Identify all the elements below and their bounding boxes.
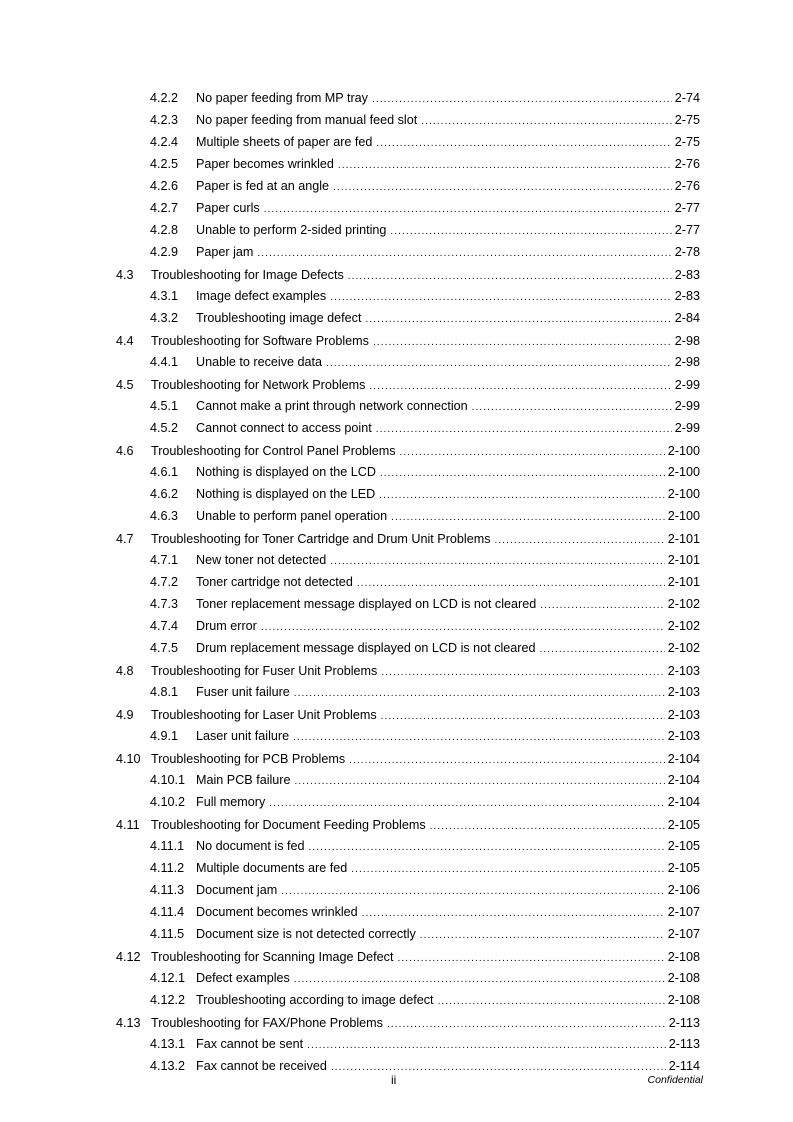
toc-section-entry[interactable] (116, 814, 700, 836)
toc-dot-leader (349, 750, 665, 772)
toc-entry-title: Fax cannot be received (196, 1059, 327, 1073)
toc-subsection-entry[interactable] (150, 990, 700, 1012)
toc-entry-title: Full memory (196, 795, 266, 809)
toc-entry-page: 2-100 (667, 509, 700, 523)
toc-section-entry[interactable] (116, 660, 700, 682)
toc-entry-number: 4.5.2 (150, 421, 179, 435)
toc-dot-leader (269, 794, 665, 814)
toc-section-entry[interactable] (116, 440, 700, 462)
toc-entry-page: 2-99 (674, 421, 700, 435)
toc-entry-number: 4.11.1 (150, 839, 185, 853)
toc-entry-title: Cannot connect to access point (196, 421, 372, 435)
toc-entry-page: 2-114 (668, 1059, 700, 1073)
toc-dot-leader (400, 442, 665, 464)
toc-subsection-entry[interactable] (150, 506, 700, 528)
toc-dot-leader (348, 266, 672, 288)
toc-entry-number: 4.13.1 (150, 1037, 186, 1051)
toc-entry-number: 4.9 (116, 708, 134, 722)
toc-subsection-entry[interactable] (150, 132, 700, 154)
toc-subsection-entry[interactable] (150, 1034, 700, 1056)
toc-entry-number: 4.13.2 (150, 1059, 186, 1073)
toc-entry-number: 4.4 (116, 334, 134, 348)
toc-entry-title: Troubleshooting for Document Feeding Problems (151, 818, 426, 832)
toc-section-entry[interactable] (116, 374, 700, 396)
toc-subsection-entry[interactable] (150, 462, 700, 484)
toc-entry-title: Laser unit failure (196, 729, 290, 743)
toc-entry-page: 2-107 (667, 927, 700, 941)
toc-entry-page: 2-98 (674, 334, 700, 348)
toc-entry-number: 4.11.4 (150, 905, 185, 919)
toc-dot-leader (373, 332, 672, 354)
toc-entry-number: 4.6.2 (150, 487, 179, 501)
toc-entry-number: 4.7.2 (150, 575, 179, 589)
toc-entry-page: 2-101 (667, 575, 700, 589)
toc-entry-page: 2-103 (667, 729, 700, 743)
toc-dot-leader (257, 244, 671, 264)
toc-entry-title: Troubleshooting for Network Problems (151, 378, 366, 392)
toc-subsection-entry[interactable] (150, 220, 700, 242)
toc-entry-page: 2-104 (667, 795, 700, 809)
toc-entry-page: 2-103 (667, 685, 700, 699)
toc-dot-leader (376, 134, 671, 154)
toc-entry-page: 2-104 (667, 752, 700, 766)
toc-entry-title: Troubleshooting for Control Panel Problems (151, 444, 396, 458)
toc-dot-leader (294, 684, 665, 704)
toc-entry-page: 2-103 (667, 664, 700, 678)
toc-entry-title: Troubleshooting for Laser Unit Problems (151, 708, 377, 722)
toc-entry-number: 4.7.5 (150, 641, 179, 655)
toc-subsection-entry[interactable] (150, 880, 700, 902)
toc-entry-title: Fuser unit failure (196, 685, 290, 699)
toc-dot-leader (357, 574, 665, 594)
toc-entry-title: Paper is fed at an angle (196, 179, 330, 193)
toc-entry-page: 2-74 (674, 91, 700, 105)
toc-entry-number: 4.2.9 (150, 245, 179, 259)
toc-entry-title: Document size is not detected correctly (196, 927, 416, 941)
toc-dot-leader (540, 596, 665, 616)
toc-entry-title: Troubleshooting for PCB Problems (151, 752, 346, 766)
toc-entry-title: Document becomes wrinkled (196, 905, 358, 919)
toc-entry-number: 4.8 (116, 664, 134, 678)
toc-subsection-entry[interactable] (150, 396, 700, 418)
toc-subsection-entry[interactable] (150, 1056, 700, 1078)
toc-entry-title: Multiple documents are fed (196, 861, 348, 875)
toc-entry-title: Troubleshooting image defect (196, 311, 362, 325)
toc-entry-number: 4.4.1 (150, 355, 179, 369)
toc-entry-page: 2-77 (674, 223, 700, 237)
toc-section-entry[interactable] (116, 1012, 700, 1034)
toc-subsection-entry[interactable] (150, 770, 700, 792)
toc-subsection-entry[interactable] (150, 418, 700, 440)
toc-entry-number: 4.5 (116, 378, 134, 392)
toc-entry-title: Nothing is displayed on the LCD (196, 465, 376, 479)
toc-dot-leader (369, 376, 671, 398)
toc-entry-title: Troubleshooting for Image Defects (151, 268, 344, 282)
toc-entry-number: 4.2.7 (150, 201, 179, 215)
toc-entry-title: Unable to perform 2-sided printing (196, 223, 387, 237)
toc-entry-page: 2-113 (668, 1016, 700, 1030)
toc-entry-number: 4.2.3 (150, 113, 179, 127)
toc-subsection-entry[interactable] (150, 616, 700, 638)
toc-subsection-entry[interactable] (150, 550, 700, 572)
table-of-contents (0, 88, 793, 1078)
toc-entry-number: 4.7.4 (150, 619, 179, 633)
toc-entry-title: Paper curls (196, 201, 260, 215)
toc-entry-number: 4.3 (116, 268, 134, 282)
toc-subsection-entry[interactable] (150, 858, 700, 880)
toc-entry-page: 2-102 (667, 597, 700, 611)
toc-dot-leader (391, 508, 665, 528)
toc-entry-page: 2-103 (667, 708, 700, 722)
toc-entry-number: 4.7.1 (150, 553, 179, 567)
toc-entry-number: 4.12.2 (150, 993, 186, 1007)
toc-entry-page: 2-113 (668, 1037, 700, 1051)
toc-dot-leader (420, 926, 665, 946)
toc-entry-title: Toner replacement message displayed on LCD is not cleared (196, 597, 537, 611)
toc-entry-page: 2-108 (667, 971, 700, 985)
toc-dot-leader (293, 728, 665, 748)
toc-entry-title: No paper feeding from manual feed slot (196, 113, 418, 127)
toc-entry-number: 4.10.1 (150, 773, 186, 787)
toc-entry-page: 2-107 (667, 905, 700, 919)
toc-entry-title: Troubleshooting for FAX/Phone Problems (151, 1016, 383, 1030)
toc-entry-title: Nothing is displayed on the LED (196, 487, 376, 501)
toc-entry-title: Multiple sheets of paper are fed (196, 135, 373, 149)
toc-entry-page: 2-76 (674, 179, 700, 193)
toc-subsection-entry[interactable] (150, 286, 700, 308)
toc-entry-page: 2-102 (667, 641, 700, 655)
toc-section-entry[interactable] (116, 528, 700, 550)
toc-dot-leader (372, 90, 672, 110)
toc-entry-page: 2-106 (667, 883, 700, 897)
toc-entry-title: Unable to perform panel operation (196, 509, 388, 523)
toc-entry-number: 4.11.2 (150, 861, 185, 875)
toc-dot-leader (281, 882, 665, 902)
toc-dot-leader (438, 992, 665, 1012)
toc-entry-number: 4.7 (116, 532, 134, 546)
toc-entry-page: 2-84 (674, 311, 700, 325)
toc-entry-number: 4.11 (116, 818, 140, 832)
toc-entry-title: New toner not detected (196, 553, 327, 567)
toc-entry-number: 4.11.5 (150, 927, 185, 941)
toc-entry-number: 4.3.1 (150, 289, 179, 303)
toc-subsection-entry[interactable] (150, 682, 700, 704)
toc-dot-leader (495, 530, 665, 552)
toc-subsection-entry[interactable] (150, 352, 700, 374)
toc-entry-title: Main PCB failure (196, 773, 291, 787)
toc-entry-number: 4.6.1 (150, 465, 179, 479)
toc-dot-leader (307, 1036, 666, 1056)
toc-subsection-entry[interactable] (150, 836, 700, 858)
toc-subsection-entry[interactable] (150, 88, 700, 110)
toc-subsection-entry[interactable] (150, 726, 700, 748)
toc-entry-number: 4.5.1 (150, 399, 179, 413)
toc-entry-title: Paper jam (196, 245, 254, 259)
toc-dot-leader (380, 464, 665, 484)
toc-dot-leader (540, 640, 665, 660)
toc-entry-number: 4.3.2 (150, 311, 179, 325)
toc-entry-number: 4.2.8 (150, 223, 179, 237)
toc-subsection-entry[interactable] (150, 110, 700, 132)
toc-entry-title: Fax cannot be sent (196, 1037, 304, 1051)
toc-entry-title: Drum replacement message displayed on LCD is not cleared (196, 641, 536, 655)
toc-dot-leader (351, 860, 665, 880)
toc-entry-page: 2-105 (667, 839, 700, 853)
toc-entry-page: 2-105 (667, 818, 700, 832)
toc-entry-page: 2-108 (667, 950, 700, 964)
toc-entry-title: Troubleshooting for Scanning Image Defect (151, 950, 394, 964)
toc-entry-title: Defect examples (196, 971, 290, 985)
toc-dot-leader (295, 772, 665, 792)
toc-entry-title: Paper becomes wrinkled (196, 157, 334, 171)
toc-entry-number: 4.10 (116, 752, 141, 766)
toc-entry-page: 2-104 (667, 773, 700, 787)
toc-entry-title: Troubleshooting for Fuser Unit Problems (151, 664, 378, 678)
toc-dot-leader (472, 398, 672, 418)
toc-subsection-entry[interactable] (150, 198, 700, 220)
toc-section-entry[interactable] (116, 946, 700, 968)
toc-entry-title: Document jam (196, 883, 278, 897)
toc-dot-leader (294, 970, 665, 990)
toc-dot-leader (330, 552, 665, 572)
toc-entry-number: 4.12.1 (150, 971, 186, 985)
toc-entry-page: 2-100 (667, 465, 700, 479)
toc-entry-page: 2-83 (674, 268, 700, 282)
toc-subsection-entry[interactable] (150, 638, 700, 660)
toc-subsection-entry[interactable] (150, 572, 700, 594)
toc-entry-page: 2-98 (674, 355, 700, 369)
toc-entry-page: 2-99 (674, 378, 700, 392)
toc-entry-number: 4.8.1 (150, 685, 179, 699)
toc-entry-page: 2-101 (667, 532, 700, 546)
footer-page-number: ii (391, 1073, 397, 1087)
toc-dot-leader (387, 1014, 666, 1036)
toc-entry-number: 4.11.3 (150, 883, 185, 897)
toc-entry-title: Drum error (196, 619, 257, 633)
toc-entry-number: 4.2.6 (150, 179, 179, 193)
toc-entry-number: 4.6 (116, 444, 134, 458)
toc-dot-leader (381, 662, 664, 684)
toc-dot-leader (331, 1058, 666, 1078)
toc-section-entry[interactable] (116, 704, 700, 726)
toc-entry-title: Toner cartridge not detected (196, 575, 353, 589)
toc-entry-page: 2-101 (667, 553, 700, 567)
toc-dot-leader (421, 112, 672, 132)
toc-dot-leader (397, 948, 664, 970)
toc-entry-title: Troubleshooting for Toner Cartridge and Drum Unit Problems (151, 532, 491, 546)
toc-dot-leader (261, 618, 665, 638)
toc-entry-page: 2-105 (667, 861, 700, 875)
toc-entry-title: No document is fed (196, 839, 305, 853)
toc-dot-leader (390, 222, 671, 242)
toc-entry-number: 4.10.2 (150, 795, 186, 809)
toc-subsection-entry[interactable] (150, 154, 700, 176)
toc-entry-number: 4.12 (116, 950, 141, 964)
toc-section-entry[interactable] (116, 264, 700, 286)
toc-entry-title: Unable to receive data (196, 355, 323, 369)
toc-subsection-entry[interactable] (150, 242, 700, 264)
toc-dot-leader (430, 816, 665, 838)
toc-entry-page: 2-99 (674, 399, 700, 413)
toc-entry-title: Troubleshooting for Software Problems (151, 334, 369, 348)
toc-dot-leader (264, 200, 672, 220)
toc-entry-page: 2-78 (674, 245, 700, 259)
toc-dot-leader (381, 706, 665, 728)
toc-subsection-entry[interactable] (150, 594, 700, 616)
toc-entry-page: 2-76 (674, 157, 700, 171)
toc-dot-leader (362, 904, 665, 924)
toc-entry-page: 2-83 (674, 289, 700, 303)
toc-entry-number: 4.2.2 (150, 91, 179, 105)
toc-entry-number: 4.2.4 (150, 135, 179, 149)
toc-dot-leader (379, 486, 665, 506)
toc-entry-page: 2-100 (667, 444, 700, 458)
toc-dot-leader (376, 420, 672, 440)
toc-subsection-entry[interactable] (150, 308, 700, 330)
toc-section-entry[interactable] (116, 330, 700, 352)
toc-entry-page: 2-100 (667, 487, 700, 501)
toc-entry-number: 4.2.5 (150, 157, 179, 171)
toc-entry-title: Troubleshooting according to image defect (196, 993, 434, 1007)
toc-entry-number: 4.9.1 (150, 729, 179, 743)
toc-subsection-entry[interactable] (150, 484, 700, 506)
toc-entry-page: 2-102 (667, 619, 700, 633)
toc-entry-page: 2-108 (667, 993, 700, 1007)
toc-entry-page: 2-77 (674, 201, 700, 215)
toc-entry-number: 4.13 (116, 1016, 141, 1030)
toc-entry-title: No paper feeding from MP tray (196, 91, 368, 105)
toc-subsection-entry[interactable] (150, 792, 700, 814)
toc-entry-number: 4.6.3 (150, 509, 179, 523)
toc-dot-leader (333, 178, 672, 198)
toc-section-entry[interactable] (116, 748, 700, 770)
toc-subsection-entry[interactable] (150, 176, 700, 198)
footer-confidential: Confidential (647, 1074, 703, 1086)
toc-dot-leader (326, 354, 672, 374)
toc-subsection-entry[interactable] (150, 924, 700, 946)
toc-entry-title: Image defect examples (196, 289, 327, 303)
toc-dot-leader (309, 838, 665, 858)
toc-entry-title: Cannot make a print through network connection (196, 399, 468, 413)
toc-dot-leader (338, 156, 672, 176)
toc-entry-page: 2-75 (674, 113, 700, 127)
toc-subsection-entry[interactable] (150, 902, 700, 924)
toc-entry-number: 4.7.3 (150, 597, 179, 611)
toc-dot-leader (330, 288, 672, 308)
toc-dot-leader (365, 310, 671, 330)
toc-entry-page: 2-75 (674, 135, 700, 149)
toc-subsection-entry[interactable] (150, 968, 700, 990)
